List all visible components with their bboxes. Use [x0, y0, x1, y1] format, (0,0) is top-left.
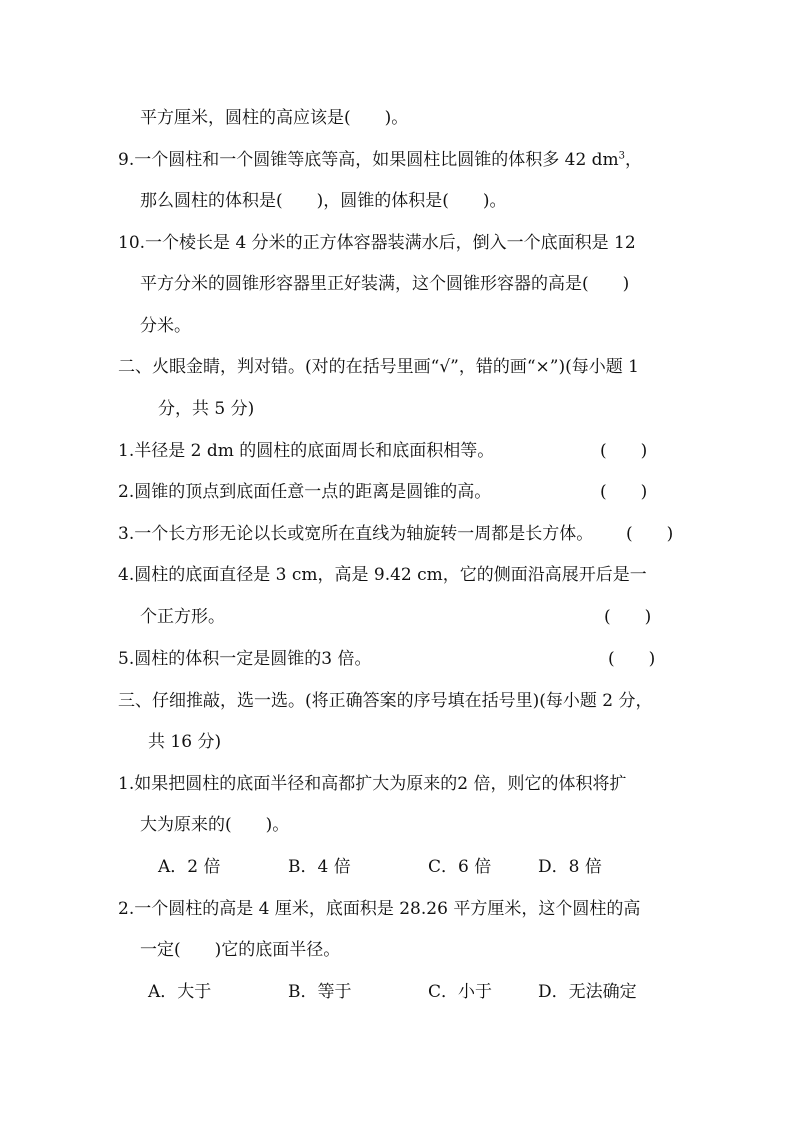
- q9-superscript: 3: [618, 150, 626, 162]
- q9-line-1-text: 9.一个圆柱和一个圆锥等底等高，如果圆柱比圆锥的体积多 42 dm: [118, 150, 619, 170]
- q10-line-2: 平方分米的圆锥形容器里正好装满，这个圆锥形容器的高是( ): [140, 274, 630, 294]
- choice-q1-line-1: 1.如果把圆柱的底面半径和高都扩大为原来的2 倍，则它的体积将扩: [118, 774, 627, 794]
- choice-q1-line-2: 大为原来的( )。: [140, 815, 290, 835]
- choice-q1-option-a[interactable]: A．2 倍: [158, 857, 221, 877]
- choice-q2-option-c[interactable]: C．小于: [428, 982, 493, 1002]
- judge-item-4-text-line-2: 个正方形。: [140, 607, 225, 627]
- judge-item-1-text: 1.半径是 2 dm 的圆柱的底面周长和底面积相等。: [118, 441, 495, 461]
- judge-item-4-text: 4.圆柱的底面直径是 3 cm，高是 9.42 cm，它的侧面沿高展开后是一: [118, 565, 647, 585]
- q10-line-1: 10.一个棱长是 4 分米的正方体容器装满水后，倒入一个底面积是 12: [118, 233, 636, 253]
- choice-q1-option-c[interactable]: C．6 倍: [428, 857, 492, 877]
- q9-line-1: [118, 149, 642, 171]
- q9-line-2: 那么圆柱的体积是( )，圆锥的体积是( )。: [140, 191, 507, 211]
- section-2-title-line-1: 二、火眼金睛，判对错。(对的在括号里画“√”，错的画“×”)(每小题 1: [118, 357, 639, 377]
- section-3-title-line-2: 共 16 分): [148, 732, 222, 752]
- q10-line-3: 分米。: [140, 316, 191, 336]
- judge-item-4-answer-bracket[interactable]: ( ): [604, 607, 652, 627]
- q9-line-1-punct: ，: [625, 150, 643, 170]
- choice-q1-option-b[interactable]: B．4 倍: [288, 857, 351, 877]
- judge-item-5-answer-bracket[interactable]: ( ): [608, 649, 656, 669]
- section-2-title-line-2: 分，共 5 分): [158, 399, 255, 419]
- judge-item-1-answer-bracket[interactable]: ( ): [600, 441, 648, 461]
- judge-item-5-text: 5.圆柱的体积一定是圆锥的3 倍。: [118, 649, 372, 669]
- q8-tail-line: 平方厘米，圆柱的高应该是( )。: [140, 108, 409, 128]
- choice-q1-option-d[interactable]: D．8 倍: [538, 857, 602, 877]
- choice-q2-line-2: 一定( )它的底面半径。: [140, 940, 341, 960]
- judge-item-3-answer-bracket[interactable]: ( ): [626, 524, 674, 544]
- judge-item-2-text: 2.圆锥的顶点到底面任意一点的距离是圆锥的高。: [118, 482, 492, 502]
- choice-q2-option-a[interactable]: A．大于: [148, 982, 212, 1002]
- section-3-title-line-1: 三、仔细推敲，选一选。(将正确答案的序号填在括号里)(每小题 2 分，: [118, 691, 653, 711]
- choice-q2-option-b[interactable]: B．等于: [288, 982, 352, 1002]
- choice-q2-line-1: 2.一个圆柱的高是 4 厘米，底面积是 28.26 平方厘米，这个圆柱的高: [118, 899, 641, 919]
- judge-item-2-answer-bracket[interactable]: ( ): [600, 482, 648, 502]
- judge-item-3-text: 3.一个长方形无论以长或宽所在直线为轴旋转一周都是长方体。: [118, 524, 594, 544]
- choice-q2-option-d[interactable]: D．无法确定: [538, 982, 637, 1002]
